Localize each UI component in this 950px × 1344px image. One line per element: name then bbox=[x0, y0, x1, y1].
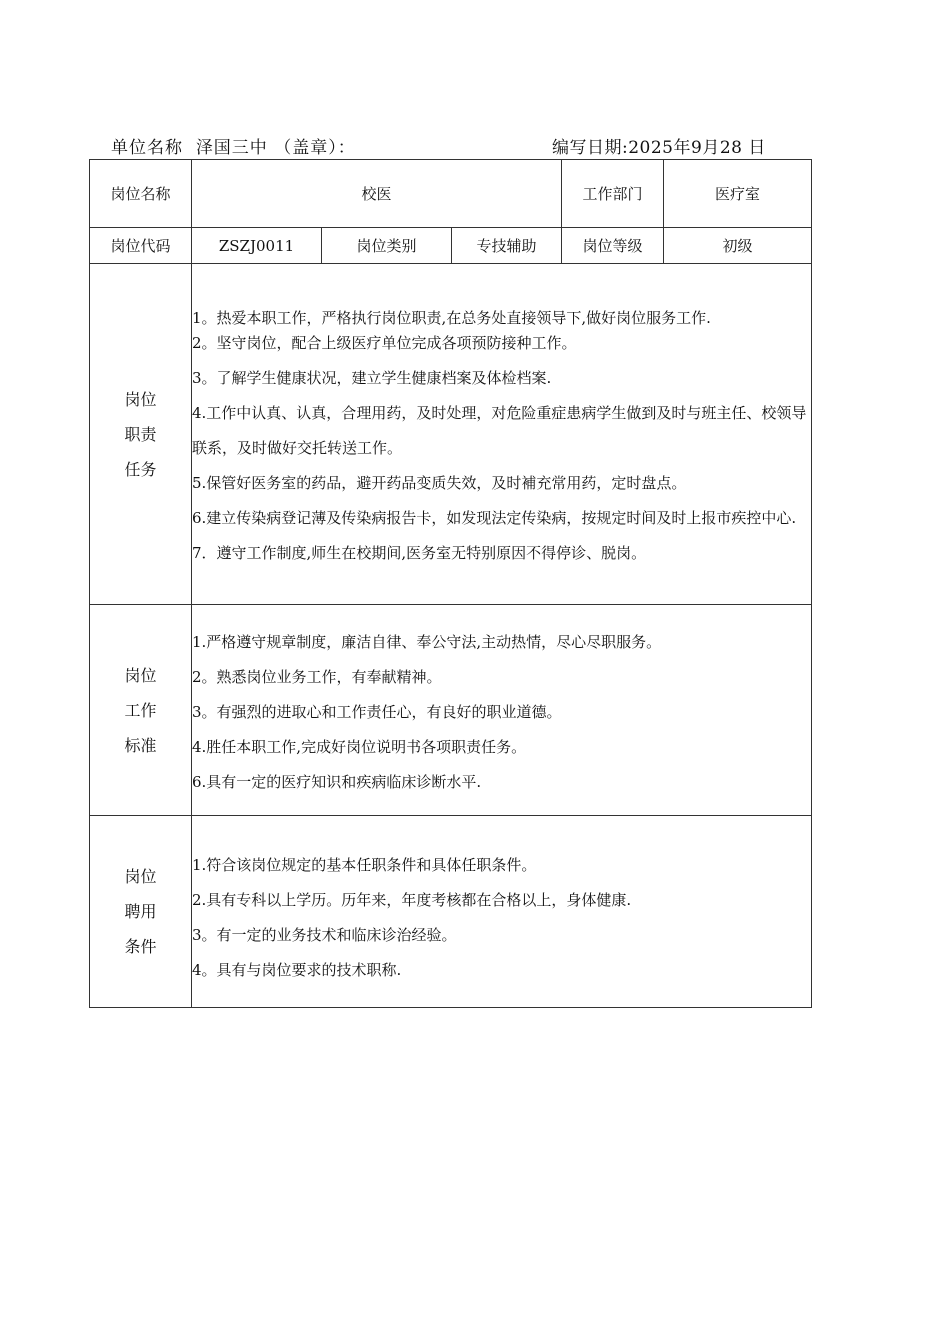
write-date-value: 2025年9月28 日 bbox=[628, 138, 766, 158]
list-item: 6.建立传染病登记薄及传染病报告卡，如发现法定传染病，按规定时间及时上报市疾控中心. bbox=[192, 509, 797, 527]
list-item: 1.严格遵守规章制度，廉洁自律、奉公守法,主动热情，尽心尽职服务。 bbox=[192, 632, 662, 651]
unit-name-value: 泽国三中 （盖章）： bbox=[195, 138, 356, 158]
duties-content bbox=[192, 264, 812, 605]
post-code-label: 岗位代码 bbox=[90, 228, 192, 264]
list-item: 6.具有一定的医疗知识和疾病临床诊断水平. bbox=[192, 772, 482, 791]
list-item: 3。有强烈的进取心和工作责任心，有良好的职业道德。 bbox=[192, 702, 562, 721]
unit-name-label: 单位名称 bbox=[111, 138, 183, 158]
list-item: 1.符合该岗位规定的基本任职条件和具体任职条件。 bbox=[192, 855, 537, 874]
post-name-label: 岗位名称 bbox=[90, 160, 192, 228]
post-code-row bbox=[90, 228, 812, 264]
list-item: 2.具有专科以上学历。历年来，年度考核都在合格以上，身体健康. bbox=[192, 890, 632, 909]
duties-label: 岗位 职责 任务 bbox=[90, 264, 192, 605]
list-item: 1。热爱本职工作，严格执行岗位职责,在总务处直接领导下,做好岗位服务工作. bbox=[192, 309, 711, 327]
post-name-row bbox=[90, 160, 812, 228]
department-value: 医疗室 bbox=[664, 160, 812, 228]
list-item: 3。了解学生健康状况，建立学生健康档案及体检档案. bbox=[192, 369, 552, 387]
write-date-line bbox=[552, 133, 766, 158]
list-item: 4.胜任本职工作,完成好岗位说明书各项职责任务。 bbox=[192, 737, 527, 756]
list-item: 5.保管好医务室的药品，避开药品变质失效，及时補充常用药，定时盘点。 bbox=[192, 474, 687, 492]
post-code-value: ZSZJ0011 bbox=[192, 228, 322, 264]
standards-row bbox=[90, 605, 812, 816]
post-level-label: 岗位等级 bbox=[562, 228, 664, 264]
list-item: 3。有一定的业务技术和临床诊治经验。 bbox=[192, 925, 457, 944]
list-item: 4。具有与岗位要求的技术职称. bbox=[192, 960, 402, 979]
post-category-value: 专技辅助 bbox=[452, 228, 562, 264]
conditions-label: 岗位 聘用 条件 bbox=[90, 816, 192, 1008]
job-description-table bbox=[89, 159, 812, 1008]
write-date-label: 编写日期: bbox=[552, 138, 629, 158]
post-name-value: 校医 bbox=[192, 160, 562, 228]
post-level-value: 初级 bbox=[664, 228, 812, 264]
department-label: 工作部门 bbox=[562, 160, 664, 228]
list-item: 2。熟悉岗位业务工作，有奉献精神。 bbox=[192, 667, 442, 686]
list-item: 7．遵守工作制度,师生在校期间,医务室无特别原因不得停诊、脱岗。 bbox=[192, 544, 647, 562]
conditions-row bbox=[90, 816, 812, 1008]
duties-row bbox=[90, 264, 812, 605]
conditions-content bbox=[192, 816, 812, 1008]
unit-name-line bbox=[111, 133, 356, 158]
list-item: 4.工作中认真、认真，合理用药，及时处理，对危险重症患病学生做到及时与班主任、校领导联系，及时做好交托转送工作。 bbox=[192, 404, 807, 457]
list-item: 2。坚守岗位，配合上级医疗单位完成各项预防接种工作。 bbox=[192, 334, 577, 352]
standards-label: 岗位 工作 标准 bbox=[90, 605, 192, 816]
standards-content bbox=[192, 605, 812, 816]
post-category-label: 岗位类别 bbox=[322, 228, 452, 264]
